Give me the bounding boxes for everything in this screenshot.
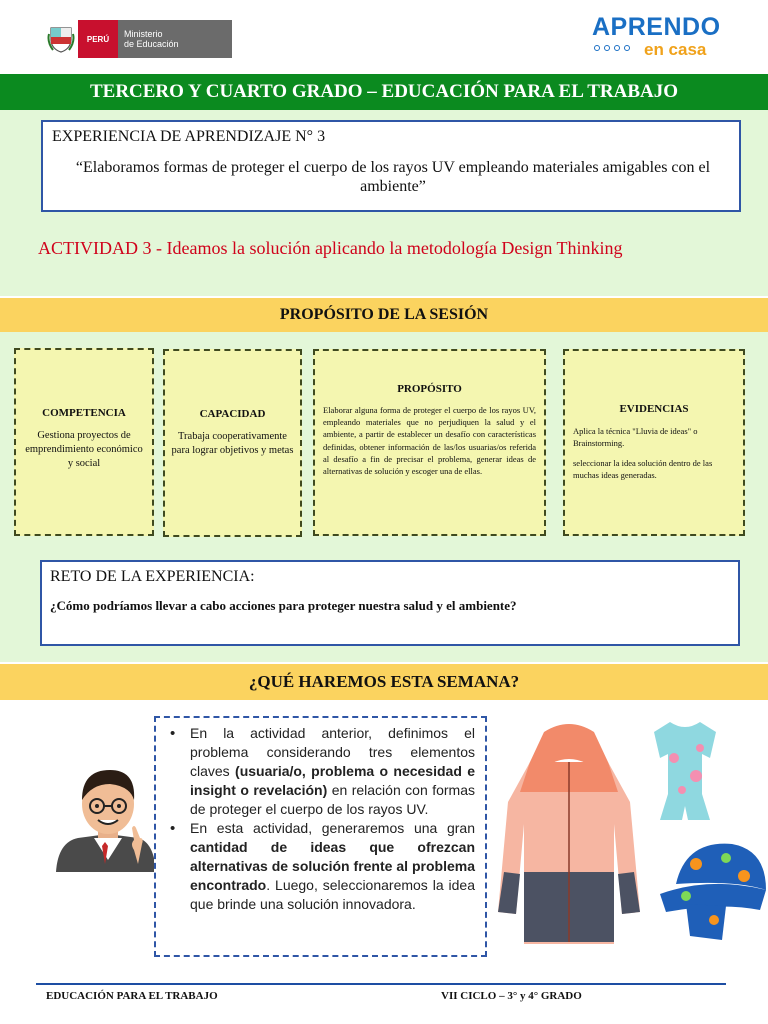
footer-divider	[36, 983, 726, 985]
evidencias-text-2: seleccionar la idea solución dentro de las muchas ideas generadas.	[573, 458, 713, 480]
bullet-1-bold: (usuaria/o, problema o necesidad e insight o revelación)	[190, 763, 475, 798]
activity-title: ACTIVIDAD 3 - Ideamos la solución aplicando la metodología Design Thinking	[38, 238, 623, 258]
proposito-heading: PROPÓSITO	[397, 383, 462, 395]
bullet-2-bold: cantidad de ideas que ofrezcan alternativas de solución frente al problema encontrado	[190, 839, 475, 893]
list-item	[166, 724, 475, 819]
week-header: ¿QUÉ HAREMOS ESTA SEMANA?	[0, 664, 768, 700]
bullet-1-text-a: En la actividad anterior, definimos el problema considerando tres elementos claves	[190, 725, 475, 779]
ministry-line-2: de Educación	[124, 39, 179, 49]
page-header	[0, 0, 768, 72]
proposito-text: Elaborar alguna forma de proteger el cuerpo de los rayos UV, empleando materiales que no perjudiquen la salud y el ambiente, a partir de establecer un desafío con características definidas, obtener información de las/los usuarias/os referida al desafío a fin de precisar el problema, generar ideas de alternativas de solución y escoger una de ellas.	[323, 405, 536, 477]
uv-hat-image	[656, 834, 768, 942]
uv-swimsuit-image	[652, 718, 718, 824]
experience-quote: “Elaboramos formas de proteger el cuerpo de los rayos UV empleando materiales amigables con el ambiente”	[75, 159, 711, 195]
brand-subtitle: en casa	[644, 40, 707, 59]
capacidad-heading: CAPACIDAD	[199, 408, 266, 420]
competencia-card	[14, 348, 154, 536]
bullet-1-text-b: en relación con formas de proteger el cuerpo de los rayos UV.	[190, 782, 475, 817]
uv-jacket-image	[494, 722, 644, 946]
experience-title: EXPERIENCIA DE APRENDIZAJE N° 3	[52, 128, 326, 145]
ministry-name	[118, 20, 232, 58]
evidencias-text-1: Aplica la técnica "Lluvia de ideas" o Brainstorming.	[573, 426, 698, 448]
footer-cycle: VII CICLO – 3° y 4° GRADO	[441, 990, 582, 1002]
evidencias-heading: EVIDENCIAS	[619, 403, 689, 415]
ministry-line-1: Ministerio	[124, 29, 163, 39]
challenge-title: RETO DE LA EXPERIENCIA:	[50, 568, 255, 585]
teacher-avatar-icon	[50, 760, 160, 872]
experience-box	[41, 120, 741, 212]
coat-of-arms-icon	[44, 20, 78, 58]
challenge-box	[40, 560, 740, 646]
footer-subject: EDUCACIÓN PARA EL TRABAJO	[46, 990, 218, 1002]
aprendo-en-casa-logo	[592, 14, 732, 60]
competencia-heading: COMPETENCIA	[42, 407, 126, 419]
bullet-2-text-a: En esta actividad, generaremos una gran	[190, 820, 475, 836]
grade-title-bar: TERCERO Y CUARTO GRADO – EDUCACIÓN PARA EL TRABAJO	[0, 74, 768, 110]
ministry-logo	[44, 20, 232, 58]
peru-label: PERÚ	[78, 20, 118, 58]
brand-title: APRENDO	[592, 13, 721, 41]
capacidad-text: Trabaja cooperativamente para lograr objetivos y metas	[171, 431, 294, 456]
week-summary-box	[154, 716, 487, 957]
purpose-header: PROPÓSITO DE LA SESIÓN	[0, 298, 768, 332]
evidencias-card	[563, 349, 745, 536]
brand-dots-icon	[594, 45, 630, 51]
list-item	[166, 819, 475, 914]
capacidad-card	[163, 349, 302, 537]
challenge-question: ¿Cómo podríamos llevar a cabo acciones para proteger nuestra salud y el ambiente?	[50, 598, 517, 613]
competencia-text: Gestiona proyectos de emprendimiento económico y social	[25, 430, 143, 469]
bullet-2-text-b: . Luego, seleccionaremos la idea que brinde una solución innovadora.	[190, 877, 475, 912]
proposito-card	[313, 349, 546, 536]
